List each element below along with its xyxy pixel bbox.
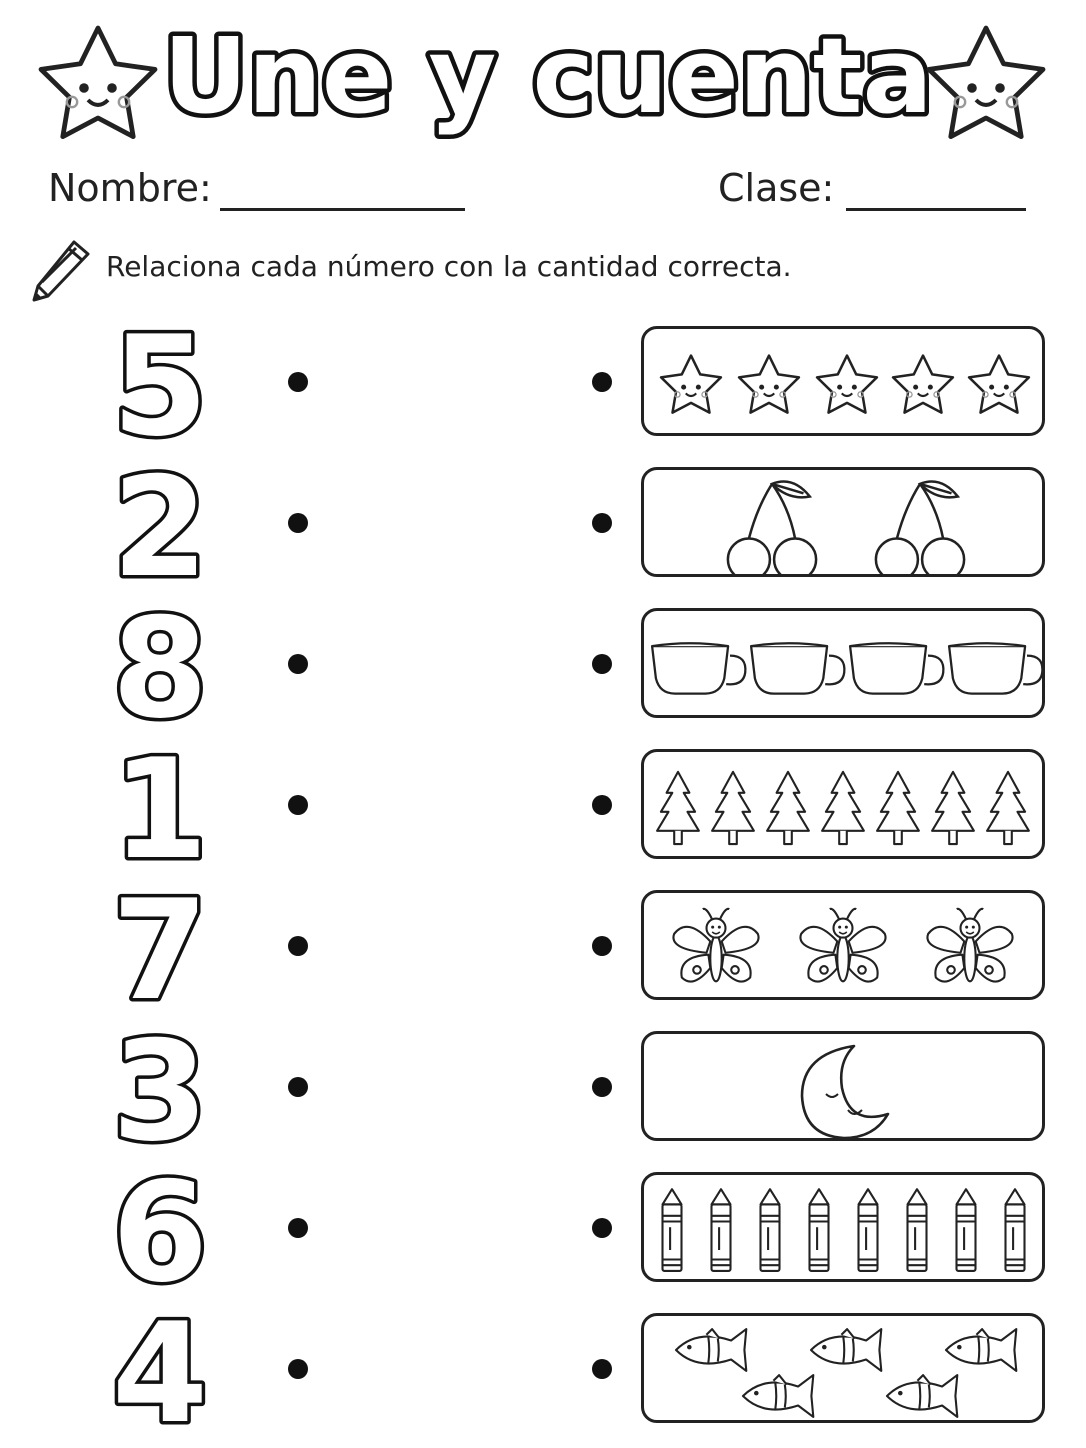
quantity-dot[interactable] — [592, 936, 612, 956]
svg-text:7: 7 — [111, 874, 209, 1014]
instruction-text: Relaciona cada número con la cantidad correcta. — [106, 250, 792, 283]
fish-icon — [946, 1329, 1016, 1371]
picture-box — [641, 890, 1045, 1000]
quantity-dot[interactable] — [592, 1359, 612, 1379]
number-label — [82, 451, 232, 591]
tree-icon — [822, 772, 864, 844]
number-label — [82, 874, 232, 1014]
number-label — [82, 310, 232, 450]
picture-box — [641, 1172, 1045, 1282]
picture-box — [641, 326, 1045, 436]
matching-row — [0, 874, 1086, 1014]
crayon-icon — [908, 1189, 927, 1271]
svg-text:5: 5 — [111, 310, 209, 450]
worksheet-title: Une y cuenta — [163, 15, 933, 137]
picture-box — [641, 467, 1045, 577]
butterfly-icon — [673, 909, 758, 982]
matching-row — [0, 733, 1086, 873]
tree-icon — [767, 772, 809, 844]
crayon-icon — [663, 1189, 682, 1271]
number-label — [82, 1156, 232, 1296]
svg-text:6: 6 — [111, 1156, 209, 1296]
name-label: Nombre: — [48, 166, 212, 210]
class-label: Clase: — [718, 166, 835, 210]
star-face-icon — [817, 356, 877, 413]
fish-icon — [676, 1329, 746, 1371]
matching-row — [0, 451, 1086, 591]
cup-icon — [949, 643, 1042, 693]
cherry-icon — [876, 482, 964, 575]
fish-icon — [887, 1375, 957, 1417]
star-face-icon — [893, 356, 953, 413]
number-dot[interactable] — [288, 1218, 308, 1238]
svg-text:3: 3 — [111, 1015, 209, 1155]
picture-box — [641, 1313, 1045, 1423]
svg-text:8: 8 — [111, 592, 209, 732]
quantity-dot[interactable] — [592, 1077, 612, 1097]
crayon-icon — [859, 1189, 878, 1271]
number-dot[interactable] — [288, 936, 308, 956]
number-label — [82, 733, 232, 873]
matching-row — [0, 1297, 1086, 1437]
quantity-dot[interactable] — [592, 795, 612, 815]
picture-box — [641, 749, 1045, 859]
crayon-icon — [957, 1189, 976, 1271]
star-face-icon — [739, 356, 799, 413]
star-face-icon — [661, 356, 721, 413]
crayon-icon — [761, 1189, 780, 1271]
tree-icon — [712, 772, 754, 844]
cup-icon — [850, 643, 943, 693]
number-dot[interactable] — [288, 1359, 308, 1379]
quantity-dot[interactable] — [592, 372, 612, 392]
number-dot[interactable] — [288, 513, 308, 533]
butterfly-icon — [927, 909, 1012, 982]
number-label — [82, 592, 232, 732]
picture-box — [641, 1031, 1045, 1141]
number-label — [82, 1297, 232, 1437]
fish-icon — [743, 1375, 813, 1417]
star-face-icon — [969, 356, 1029, 413]
crayon-icon — [712, 1189, 731, 1271]
moon-icon — [802, 1046, 888, 1138]
svg-text:4: 4 — [111, 1297, 209, 1437]
crayon-icon — [810, 1189, 829, 1271]
number-dot[interactable] — [288, 795, 308, 815]
cup-icon — [652, 643, 745, 693]
matching-row — [0, 592, 1086, 732]
svg-text:2: 2 — [111, 451, 209, 591]
cherry-icon — [728, 482, 816, 575]
quantity-dot[interactable] — [592, 513, 612, 533]
tree-icon — [657, 772, 699, 844]
number-dot[interactable] — [288, 654, 308, 674]
butterfly-icon — [800, 909, 885, 982]
cup-icon — [751, 643, 844, 693]
matching-row — [0, 1015, 1086, 1155]
matching-row — [0, 1156, 1086, 1296]
svg-text:1: 1 — [111, 733, 209, 873]
matching-row — [0, 310, 1086, 450]
number-label — [82, 1015, 232, 1155]
number-dot[interactable] — [288, 372, 308, 392]
tree-icon — [932, 772, 974, 844]
quantity-dot[interactable] — [592, 1218, 612, 1238]
tree-icon — [877, 772, 919, 844]
tree-icon — [987, 772, 1029, 844]
picture-box — [641, 608, 1045, 718]
quantity-dot[interactable] — [592, 654, 612, 674]
number-dot[interactable] — [288, 1077, 308, 1097]
crayon-icon — [1006, 1189, 1025, 1271]
fish-icon — [811, 1329, 881, 1371]
